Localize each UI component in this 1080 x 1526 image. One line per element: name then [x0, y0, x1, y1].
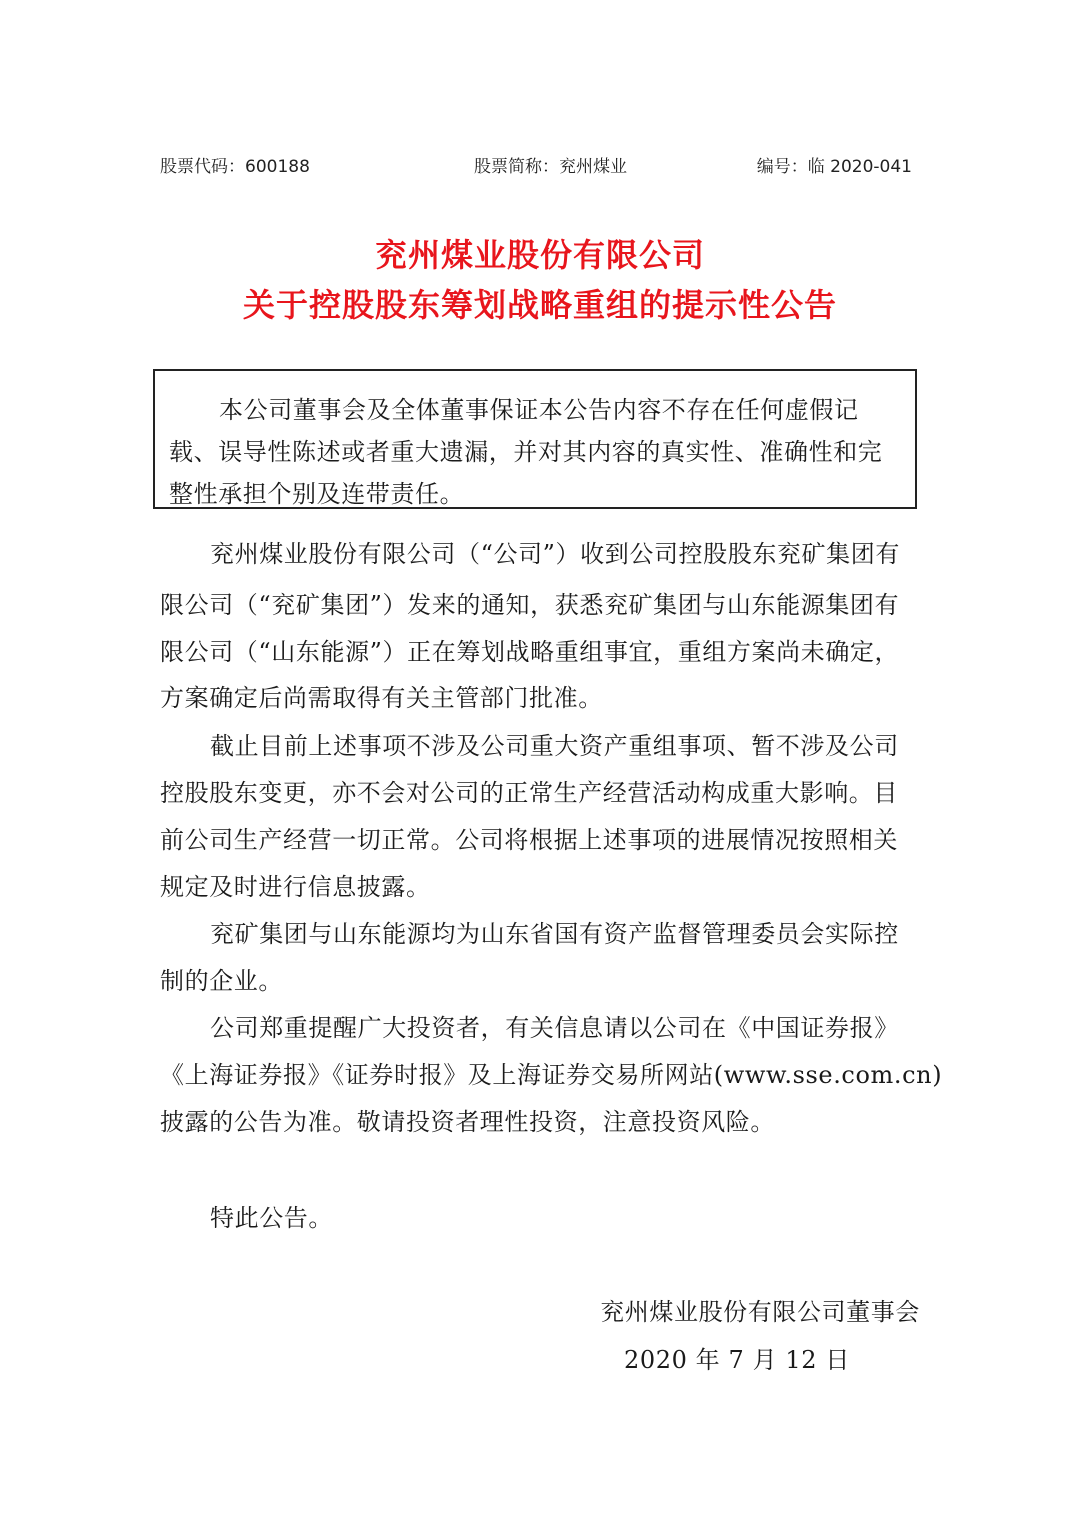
signature-company: 兖州煤业股份有限公司董事会 — [600, 1298, 920, 1326]
paragraph-2-line: 控股股东变更，亦不会对公司的正常生产经营活动构成重大影响。目 — [160, 779, 898, 807]
notice-line: 本公司董事会及全体董事保证本公告内容不存在任何虚假记 — [219, 396, 859, 424]
paragraph-3-line: 制的企业。 — [160, 967, 283, 995]
paragraph-2-line: 规定及时进行信息披露。 — [160, 873, 431, 901]
document-header — [160, 152, 912, 178]
paragraph-1-line: 方案确定后尚需取得有关主管部门批准。 — [160, 684, 603, 712]
paragraph-4-line: 《上海证券报》《证券时报》及上海证券交易所网站(www.sse.com.cn) — [160, 1061, 943, 1089]
paragraph-4-line: 公司郑重提醒广大投资者，有关信息请以公司在《中国证券报》 — [210, 1014, 899, 1042]
stock-code: 股票代码：600188 — [160, 157, 310, 177]
stock-short-name: 股票简称：兖州煤业 — [474, 157, 627, 177]
paragraph-4-line: 披露的公告为准。敬请投资者理性投资，注意投资风险。 — [160, 1108, 775, 1136]
paragraph-3-line: 兖矿集团与山东能源均为山东省国有资产监督管理委员会实际控 — [210, 920, 899, 948]
document-title-subject: 关于控股股东筹划战略重组的提示性公告 — [242, 286, 837, 324]
paragraph-2-line: 前公司生产经营一切正常。公司将根据上述事项的进展情况按照相关 — [160, 826, 898, 854]
signature-date: 2020 年 7 月 12 日 — [623, 1346, 850, 1374]
paragraph-1-line: 限公司（“兖矿集团”）发来的通知，获悉兖矿集团与山东能源集团有 — [160, 591, 900, 619]
paragraph-2-line: 截止目前上述事项不涉及公司重大资产重组事项、暂不涉及公司 — [210, 732, 899, 760]
notice-line: 整性承担个别及连带责任。 — [169, 480, 465, 508]
document-title-company: 兖州煤业股份有限公司 — [374, 236, 705, 274]
notice-line: 载、误导性陈述或者重大遗漏，并对其内容的真实性、准确性和完 — [169, 438, 883, 466]
board-guarantee-notice-box — [153, 369, 917, 509]
paragraph-1-line: 限公司（“山东能源”）正在筹划战略重组事宜，重组方案尚未确定， — [160, 638, 900, 666]
announcement-number: 编号：临 2020-041 — [756, 157, 912, 177]
paragraph-1-line: 兖州煤业股份有限公司（“公司”）收到公司控股股东兖矿集团有 — [210, 540, 900, 568]
closing-statement: 特此公告。 — [210, 1204, 333, 1232]
